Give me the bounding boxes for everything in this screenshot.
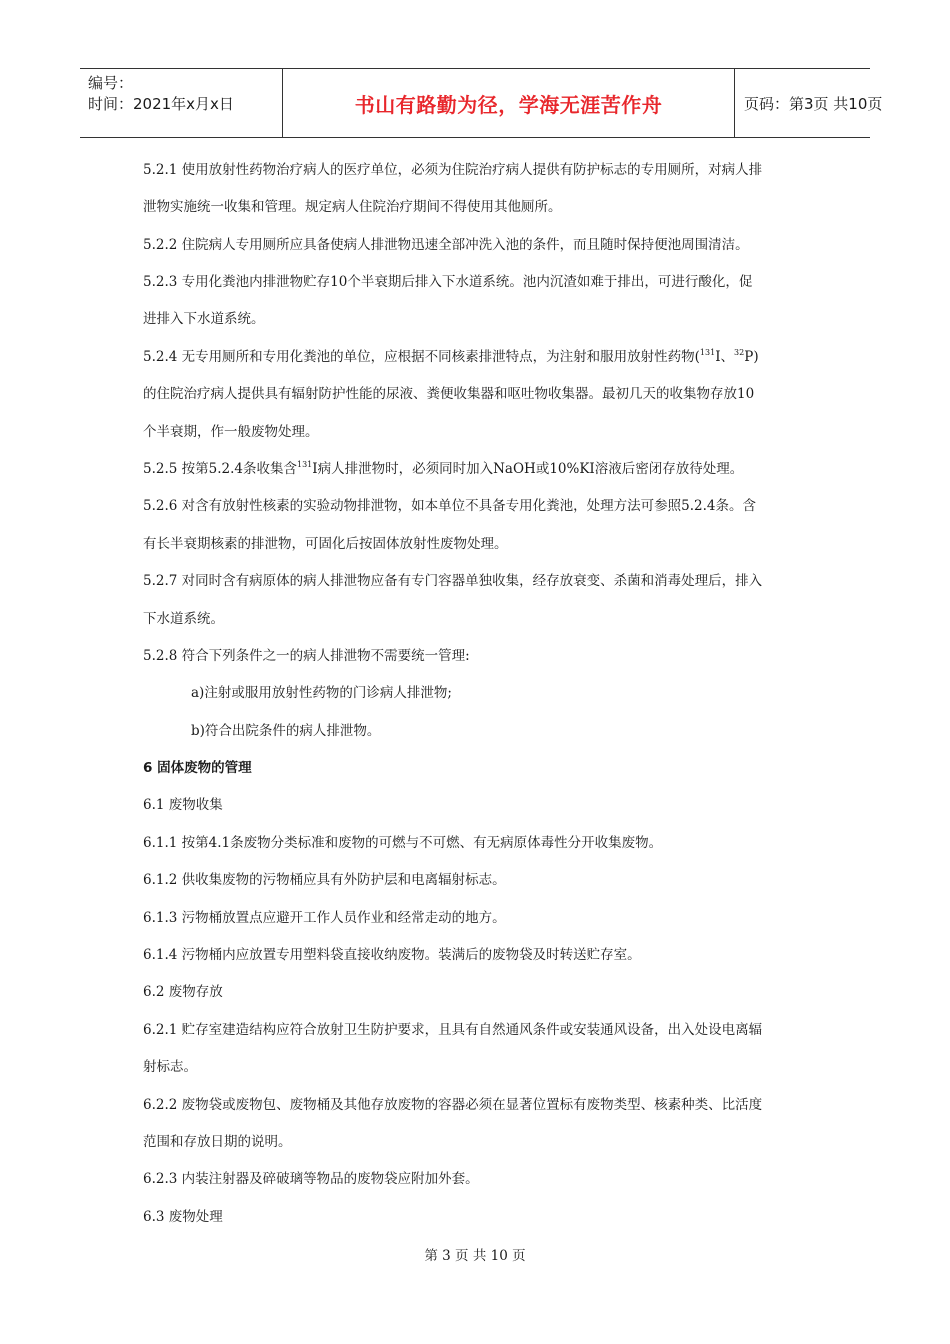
paragraph-line: 5.2.6 对含有放射性核素的实验动物排泄物，如本单位不具备专用化粪池，处理方法可参照5.2.4条。含 [143,498,756,514]
paragraph-line: 的住院治疗病人提供具有辐射防护性能的尿液、粪便收集器和呕吐物收集器。最初几天的收集物存放10 [143,386,755,402]
list-item: a)注射或服用放射性药物的门诊病人排泄物; [191,685,452,701]
header-meta [80,69,282,137]
paragraph-line: 5.2.1 使用放射性药物治疗病人的医疗单位，必须为住院治疗病人提供有防护标志的专用厕所，对病人排 [143,162,763,178]
list-item: b)符合出院条件的病人排泄物。 [191,723,381,739]
paragraph-line: 5.2.2 住院病人专用厕所应具备使病人排泄物迅速全部冲洗入池的条件，而且随时保持便池周围清洁。 [143,237,749,253]
paragraph-line: 6.1.4 污物桶内应放置专用塑料袋直接收纳废物。装满后的废物袋及时转送贮存室。 [143,947,641,963]
header-page-number [735,69,883,137]
paragraph-line: 6.1.1 按第4.1条废物分类标准和废物的可燃与不可燃、有无病原体毒性分开收集废物。 [143,835,663,851]
paragraph-line: 范围和存放日期的说明。 [143,1134,292,1150]
paragraph-line: 有长半衰期核素的排泄物，可固化后按固体放射性废物处理。 [143,536,508,552]
subsection-heading: 6.1 废物收集 [143,797,223,813]
text-run: 5.2.4 无专用厕所和专用化粪池的单位，应根据不同核素排泄特点，为注射和服用放射性药物( [143,349,700,365]
paragraph-line: 个半衰期，作一般废物处理。 [143,424,319,440]
text-run: P) [744,349,759,365]
paragraph-line [143,339,811,377]
section-heading: 6 固体废物的管理 [143,760,252,776]
superscript: 131 [699,348,716,357]
paragraph-line: 下水道系统。 [143,611,224,627]
superscript: 131 [297,460,313,469]
header-motto-cell [282,69,735,137]
paragraph-line: 射标志。 [143,1059,197,1075]
paragraph-line: 5.2.3 专用化粪池内排泄物贮存10个半衰期后排入下水道系统。池内沉渣如难于排出，可进行酸化，促 [143,274,753,290]
header-page-label: 页码：第3页 共10页 [744,94,883,113]
text-run: I病人排泄物时，必须同时加入NaOH或10%KI溶液后密闭存放待处理。 [312,461,744,477]
text-run: 5.2.5 按第5.2.4条收集含 [143,461,297,477]
subsection-heading: 6.3 废物处理 [143,1209,223,1225]
paragraph-line: 6.2.2 废物袋或废物包、废物桶及其他存放废物的容器必须在显著位置标有废物类型、核素种类、比活度 [143,1097,763,1113]
footer-page-number: 第 3 页 共 10 页 [424,1248,526,1264]
paragraph-line: 5.2.7 对同时含有病原体的病人排泄物应备有专门容器单独收集，经存放衰变、杀菌和消毒处理后，排入 [143,573,763,589]
document-date: 时间：2021年x月x日 [88,95,234,113]
subsection-heading: 6.2 废物存放 [143,984,223,1000]
superscript: 32 [734,348,745,357]
paragraph-line: 泄物实施统一收集和管理。规定病人住院治疗期间不得使用其他厕所。 [143,199,562,215]
paragraph-line: 5.2.8 符合下列条件之一的病人排泄物不需要统一管理: [143,648,470,664]
paragraph-line: 6.2.1 贮存室建造结构应符合放射卫生防护要求，且具有自然通风条件或安装通风设备，出入处设电离辐 [143,1022,763,1038]
header-motto: 书山有路勤为径，学海无涯苦作舟 [354,92,663,117]
paragraph-line: 进排入下水道系统。 [143,311,265,327]
paragraph-line [143,451,811,489]
page-header [80,68,883,138]
document-code-label: 编号： [88,74,134,92]
text-run: I、 [715,349,735,365]
paragraph-line: 6.2.3 内装注射器及碎破璃等物品的废物袋应附加外套。 [143,1171,479,1187]
paragraph-line: 6.1.2 供收集废物的污物桶应具有外防护层和电离辐射标志。 [143,872,506,888]
page-footer [0,1244,950,1264]
paragraph-line: 6.1.3 污物桶放置点应避开工作人员作业和经常走动的地方。 [143,910,506,926]
